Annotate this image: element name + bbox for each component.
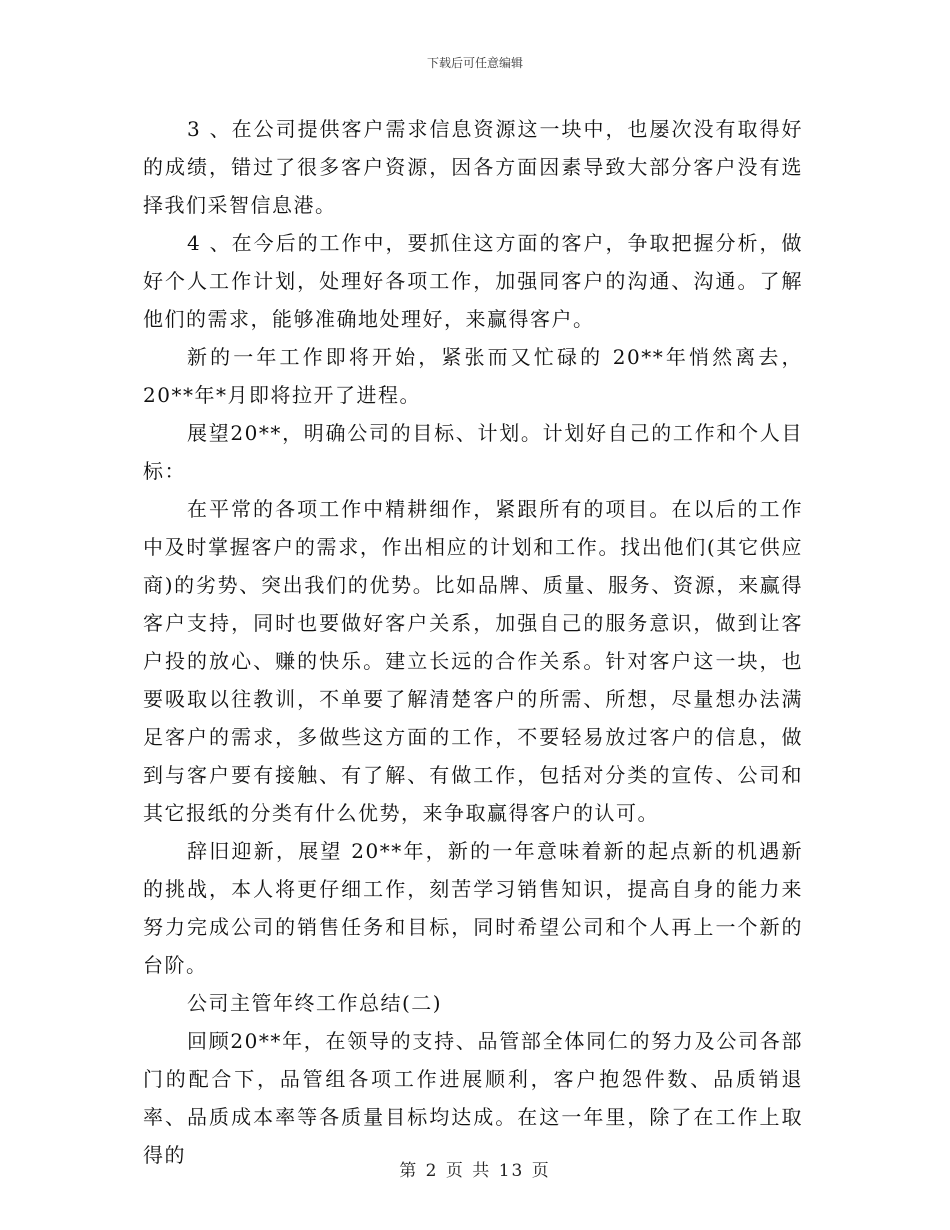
document-body (143, 110, 803, 1174)
section-title: 公司主管年终工作总结(二) (187, 991, 443, 1015)
paragraph-new-year: 新的一年工作即将开始，紧张而又忙碌的 20**年悄然离去，20**年*月即将拉开了进程。 (143, 345, 803, 407)
paragraph-item-3: 3 、在公司提供客户需求信息资源这一块中，也屡次没有取得好的成绩，错过了很多客户资源，因各方面因素导致大部分客户没有选择我们采智信息港。 (143, 117, 803, 217)
page-header: 下载后可任意编辑 (426, 56, 523, 70)
paragraph-review: 回顾20**年，在领导的支持、品管部全体同仁的努力及公司各部门的配合下，品管组各项工作进展顺利，客户抱怨件数、品质销退率、品质成本率等各质量目标均达成。在这一年里，除了在工作上取得的 (143, 1029, 803, 1167)
paragraph-farewell: 辞旧迎新，展望 20**年，新的一年意味着新的起点新的机遇新的挑战，本人将更仔细工作，刻苦学习销售知识，提高自身的能力来努力完成公司的销售任务和目标，同时希望公司和个人再上一个新的台阶。 (143, 839, 803, 977)
paragraph-work-plan: 在平常的各项工作中精耕细作，紧跟所有的项目。在以后的工作中及时掌握客户的需求，作出相应的计划和工作。找出他们(其它供应商)的劣势、突出我们的优势。比如品牌、质量、服务、资源，来赢得客户支持，同时也要做好客户关系，加强自己的服务意识，做到让客户投的放心、赚的快乐。建立长远的合作关系。针对客户这一块，也要吸取以往教训，不单要了解清楚客户的所需、所想，尽量想办法满足客户的需求，多做些这方面的工作，不要轻易放过客户的信息，做到与客户要有接触、有了解、有做工作，包括对分类的宣传、公司和其它报纸的分类有什么优势，来争取赢得客户的认可。 (143, 497, 803, 825)
paragraph-item-4: 4 、在今后的工作中，要抓住这方面的客户，争取把握分析，做好个人工作计划，处理好各项工作，加强同客户的沟通、沟通。了解他们的需求，能够准确地处理好，来赢得客户。 (143, 231, 803, 331)
paragraph-outlook: 展望20**，明确公司的目标、计划。计划好自己的工作和个人目标： (143, 421, 803, 483)
page-footer: 第 2 页 共 13 页 (399, 1161, 551, 1181)
